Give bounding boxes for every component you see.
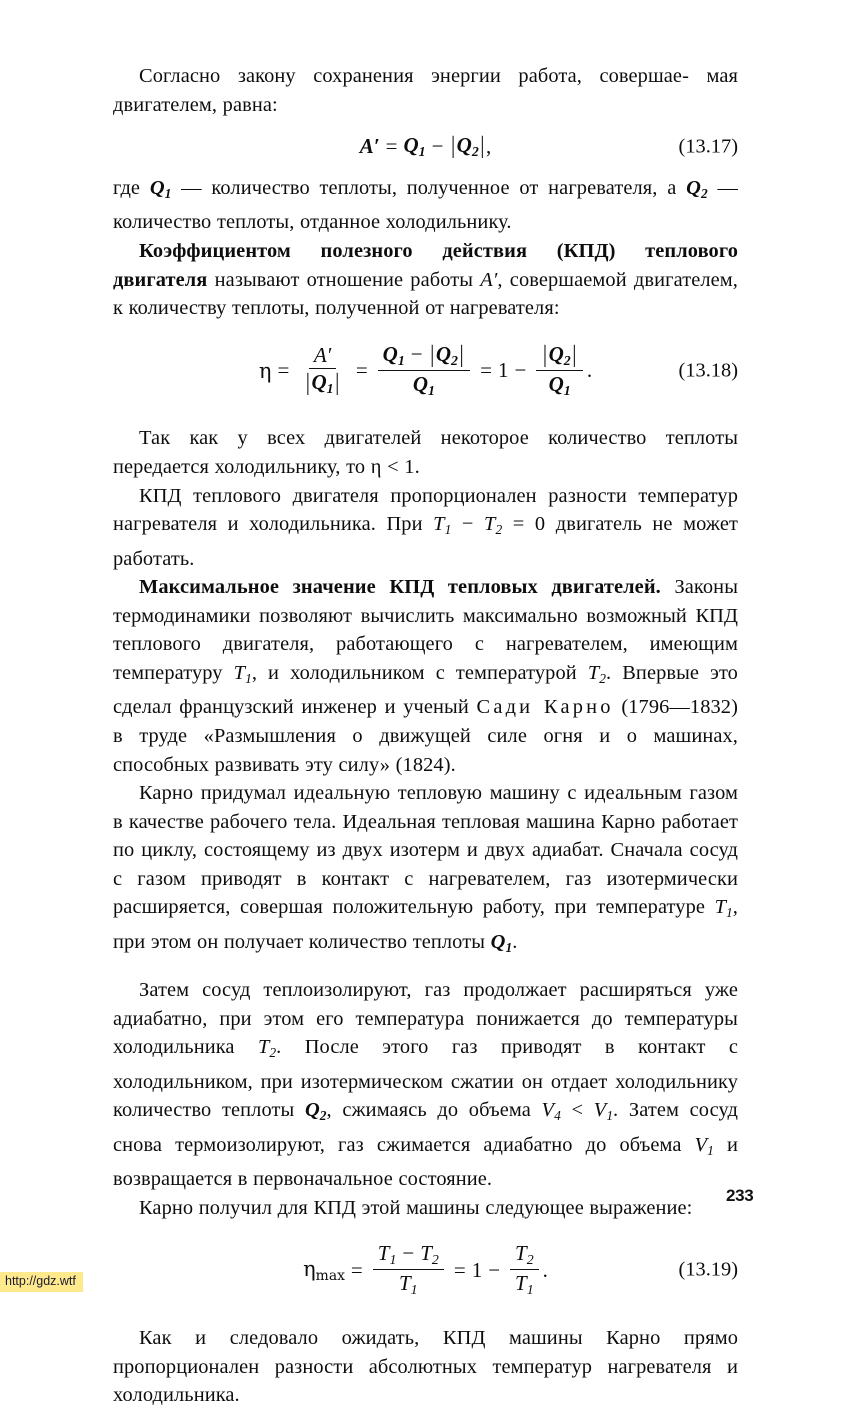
minus-sign: − bbox=[431, 134, 444, 159]
formula-13-18 bbox=[113, 339, 738, 399]
p8-text-a: Затем сосуд теплоизолируют, газ продолжает расширяться уже адиабатно, при этом его температура понижается до температуры холодильника bbox=[113, 979, 738, 1059]
p6-scientist-name: Сади Карно bbox=[476, 696, 614, 719]
p7-t1: $T_1$ bbox=[714, 896, 733, 921]
paragraph-carnot-machine bbox=[113, 779, 738, 962]
abs-bar-right: | bbox=[480, 130, 485, 160]
p8-q2: $Q_2$ bbox=[304, 1099, 327, 1124]
watermark-url: http://gdz.wtf bbox=[0, 1272, 83, 1292]
p5-text-a: КПД теплового двигателя пропорционален разности температур нагревателя и холодильника. При bbox=[113, 484, 738, 536]
abs-bar-left: | bbox=[450, 130, 456, 160]
formula-13-17-lhs: A′ bbox=[359, 134, 380, 159]
numerator: A′ bbox=[309, 344, 336, 369]
p5-t1: $T_1$ bbox=[433, 513, 452, 537]
paragraph-eta-less-than-one bbox=[113, 424, 738, 481]
one-term: 1 bbox=[471, 1257, 483, 1282]
p3-bold-lead: Коэффициентом полезного действия (КПД) теплового bbox=[139, 240, 738, 263]
minus-sign: − bbox=[514, 358, 527, 383]
denominator: $T_1$ bbox=[398, 1271, 418, 1297]
p2-and: а bbox=[667, 177, 677, 200]
numerator: $Q_1 - |Q_2|$ bbox=[378, 343, 471, 371]
p8-text-d: . Затем сосуд снова термоизолируют, газ сжимается адиабатно до объема bbox=[113, 1099, 738, 1156]
fraction-absq2-over-q1 bbox=[536, 339, 583, 399]
eta-max-symbol: $\eta_{max}$ bbox=[303, 1256, 345, 1284]
paragraph-proportional-to-temperature bbox=[113, 482, 738, 574]
equals-sign: = bbox=[350, 1257, 363, 1282]
formula-13-17-abs-q2: $|Q_2|$ bbox=[450, 130, 485, 160]
period: . bbox=[586, 358, 593, 383]
formula-13-17-q1: $Q_1$ bbox=[403, 133, 426, 160]
formula-13-18-number: (13.18) bbox=[678, 359, 738, 382]
p1-line1: Согласно закону сохранения энергии работа, совершае- bbox=[139, 65, 689, 87]
denominator: $Q_1$ bbox=[412, 371, 435, 398]
denominator: $T_1$ bbox=[515, 1271, 534, 1297]
p9-text: Карно получил для КПД этой машины следующее выражение: bbox=[139, 1196, 693, 1219]
p6-text-a: Законы термодинамики позволяют вычислить максимально возможный КПД теплового двигателя, работающего с нагревателем, имеющим температуру bbox=[113, 576, 738, 684]
paragraph-carnot-derived bbox=[113, 1194, 738, 1223]
p8-v1: $V_1$ bbox=[593, 1099, 614, 1124]
paragraph-efficiency-definition bbox=[113, 237, 738, 323]
formula-13-19 bbox=[113, 1242, 738, 1298]
formula-13-19-number: (13.19) bbox=[678, 1258, 738, 1281]
p6-text-b: , и холодильником с температурой bbox=[251, 661, 577, 684]
one-term: 1 bbox=[498, 358, 509, 383]
denominator: $|Q_1|$ bbox=[305, 367, 340, 397]
fraction-a-over-absq1 bbox=[299, 344, 346, 397]
paragraph-conclusion bbox=[113, 1324, 738, 1410]
equals-sign: = bbox=[453, 1257, 466, 1282]
spacer bbox=[113, 398, 738, 424]
less-than-sign: < bbox=[571, 1099, 584, 1122]
formula-13-17 bbox=[113, 130, 738, 160]
p7-q1: $Q_1$ bbox=[490, 930, 513, 955]
p1-line2: мая двигателем, равна: bbox=[113, 65, 738, 116]
fraction-t1-minus-t2-over-t1 bbox=[373, 1242, 444, 1298]
period: . bbox=[542, 1257, 548, 1282]
p3-bold-engine: двигателя bbox=[113, 268, 208, 291]
p7-text-b: , при этом он получает количество теплоты bbox=[113, 896, 738, 953]
p8-t2: $T_2$ bbox=[257, 1036, 277, 1061]
numerator: $T_2$ bbox=[510, 1242, 539, 1270]
equals-sign: = bbox=[385, 134, 398, 159]
p5-t2: $T_2$ bbox=[484, 513, 503, 537]
p8-text-e: и возвращается в первоначальное состояние. bbox=[113, 1133, 738, 1191]
formula-13-17-body bbox=[359, 130, 492, 160]
paragraph-definitions bbox=[113, 174, 738, 237]
p5-equals-zero: = 0 bbox=[512, 513, 546, 536]
page-content bbox=[113, 62, 738, 1410]
p8-text-c: , сжимаясь до объема bbox=[326, 1099, 531, 1122]
spacer bbox=[113, 160, 738, 174]
p2-q1: $Q_1$ bbox=[149, 177, 172, 201]
p3-var-a: A′ bbox=[480, 268, 498, 291]
paragraph-carnot-maximum bbox=[113, 573, 738, 779]
paragraph-adiabatic-stages bbox=[113, 976, 738, 1193]
p3-text-a: называют отношение работы bbox=[214, 268, 474, 291]
p10-text: Как и следовало ожидать, КПД машины Карно прямо пропорционален разности абсолютных температур нагревателя и холодильника. bbox=[113, 1326, 738, 1407]
fraction-t2-over-t1 bbox=[510, 1242, 539, 1298]
p6-text-d: в труде «Размышления о движущей силе огня и о машинах, способных развивать эту силу» (1824). bbox=[113, 724, 738, 776]
formula-13-19-body bbox=[303, 1242, 548, 1298]
eta-symbol: η bbox=[258, 358, 272, 383]
p7-period: . bbox=[512, 930, 518, 953]
p3-text-b: , совершаемой двигателем, к количеству теплоты, полученной от нагревателя: bbox=[113, 268, 738, 320]
paragraph-energy-conservation bbox=[113, 62, 738, 119]
spacer bbox=[113, 1298, 738, 1324]
p2-where: где bbox=[113, 177, 141, 200]
equals-sign: = bbox=[277, 358, 290, 383]
p8-text-b: . После этого газ приводят в контакт с холодильником, при изотермическом сжатии он отдает холодильнику количество теплоты bbox=[113, 1036, 738, 1122]
minus-sign: − bbox=[461, 513, 474, 536]
fraction-q1-minus-absq2-over-q1 bbox=[378, 339, 471, 399]
spacer bbox=[113, 1222, 738, 1242]
formula-13-17-comma: , bbox=[486, 134, 492, 159]
p2-q2: $Q_2$ bbox=[686, 177, 708, 201]
equals-sign: = bbox=[355, 358, 368, 383]
p5-text-b: двигатель не может работать. bbox=[113, 513, 738, 570]
formula-13-18-body bbox=[258, 339, 593, 399]
denominator: $Q_1$ bbox=[548, 371, 571, 398]
spacer bbox=[113, 962, 738, 976]
page-number: 233 bbox=[726, 1186, 754, 1205]
formula-13-17-number: (13.17) bbox=[678, 135, 738, 158]
p6-life-years: (1796—1832) bbox=[621, 696, 738, 719]
spacer bbox=[113, 119, 738, 133]
p2-text-a: — количество теплоты, полученное от нагревателя, bbox=[181, 177, 658, 200]
p6-t2: $T_2$ bbox=[587, 661, 606, 686]
p8-v4: $V_4$ bbox=[541, 1099, 561, 1124]
spacer bbox=[113, 323, 738, 343]
numerator: $|Q_2|$ bbox=[536, 343, 583, 371]
p6-text-c: . Впервые это сделал французский инженер и ученый bbox=[113, 661, 738, 719]
p8-v1b: $V_1$ bbox=[694, 1133, 714, 1158]
minus-sign: − bbox=[488, 1257, 501, 1282]
p4-text: Так как у всех двигателей некоторое количество теплоты передается холодильнику, то η < 1. bbox=[113, 427, 738, 479]
equals-sign: = bbox=[480, 358, 493, 383]
numerator: $T_1 - T_2$ bbox=[373, 1242, 444, 1270]
p2-text-b: — количество теплоты, отданное холодильнику. bbox=[113, 177, 738, 234]
p7-text-a: Карно придумал идеальную тепловую машину с идеальным газом в качестве рабочего тела. Идеальная тепловая машина Карно работает по циклу, состоящему из двух изотерм и двух адиабат. Сначала сосуд с газом приводят в контакт с нагревателем, газ изотермически расширяется, совершая положительную работу, при температуре bbox=[113, 782, 738, 919]
p6-bold-heading: Максимальное значение КПД тепловых двигателей. bbox=[139, 576, 661, 599]
p6-t1: $T_1$ bbox=[233, 661, 252, 686]
